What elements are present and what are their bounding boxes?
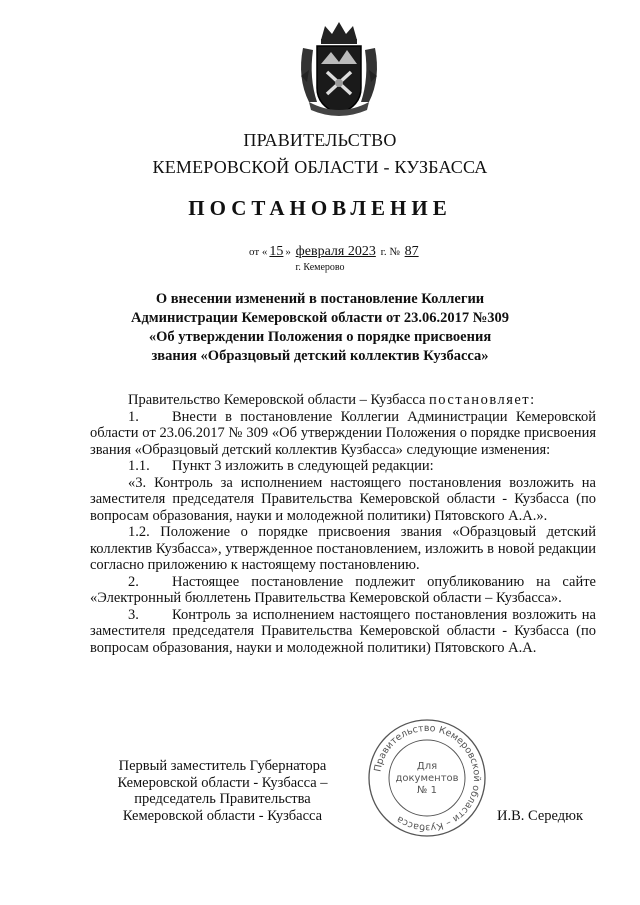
paragraph-3: 3. Контроль за исполнением настоящего постановления возложить на заместителя председателя Правительства Кемеровской области - Кузбасса (по вопросам образования, науки и молодежной политики) Пятовского А.А. — [90, 606, 596, 656]
date-year-suffix: г. — [380, 246, 387, 258]
city: г. Кемерово — [295, 262, 345, 273]
date-line — [249, 244, 421, 260]
document-body — [90, 392, 596, 656]
signatory-title: Первый заместитель Губернатора Кемеровской области - Кузбасса – председатель Правительства Кемеровской области - Кузбасса — [117, 758, 328, 824]
official-stamp-icon — [366, 717, 488, 839]
paragraph-quote: «3. Контроль за исполнением настоящего постановления возложить на заместителя председателя Правительства Кемеровской области - Кузбасса (по вопросам образования, науки и молодежной политики) Пятовского А.А.». — [90, 474, 596, 524]
number-label: № — [389, 246, 400, 258]
stamp-line-1: Для — [416, 761, 438, 772]
document-number: 87 — [404, 244, 419, 259]
date-close: » — [285, 246, 291, 258]
document-subject: О внесении изменений в постановление Коллегии Администрации Кемеровской области от 23.06.2017 №309 «Об утверждении Положения о порядке присвоения звания «Образцовый детский коллектив Кузбасса» — [130, 291, 510, 364]
paragraph-1-1: 1.1. Пункт 3 изложить в следующей редакции: — [128, 458, 434, 474]
stamp-line-2: документов — [395, 773, 459, 784]
paragraph-2: 2. Настоящее постановление подлежит опубликованию на сайте «Электронный бюллетень Правительства Кемеровской области – Кузбасса». — [90, 573, 596, 606]
coat-of-arms-icon — [295, 18, 383, 120]
intro-paragraph: Правительство Кемеровской области – Кузбасса постановляет: — [128, 392, 536, 408]
paragraph-1: 1. Внести в постановление Коллегии Администрации Кемеровской области от 23.06.2017 № 309 «Об утверждении Положения о порядке присвоения звания «Образцовый детский коллектив Кузбасса» следующие изменения: — [90, 408, 596, 458]
date-day: 15 — [269, 244, 284, 259]
stamp-line-3: № 1 — [417, 785, 437, 796]
document-type: ПОСТАНОВЛЕНИЕ — [188, 196, 452, 220]
date-month-year: февраля 2023 — [295, 244, 376, 259]
paragraph-1-2: 1.2. Положение о порядке присвоения звания «Образцовый детский коллектив Кузбасса», утвержденное постановлением, изложить в новой редакции согласно приложению к настоящему постановлению. — [90, 524, 596, 573]
date-prefix: от « — [249, 246, 268, 258]
region-title: КЕМЕРОВСКОЙ ОБЛАСТИ - КУЗБАССА — [152, 157, 488, 177]
government-title: ПРАВИТЕЛЬСТВО — [243, 130, 397, 150]
signatory-name: И.В. Середюк — [497, 808, 584, 824]
stamp-ring-text: Правительство Кемеровской области – Кузбасса — [372, 722, 483, 834]
